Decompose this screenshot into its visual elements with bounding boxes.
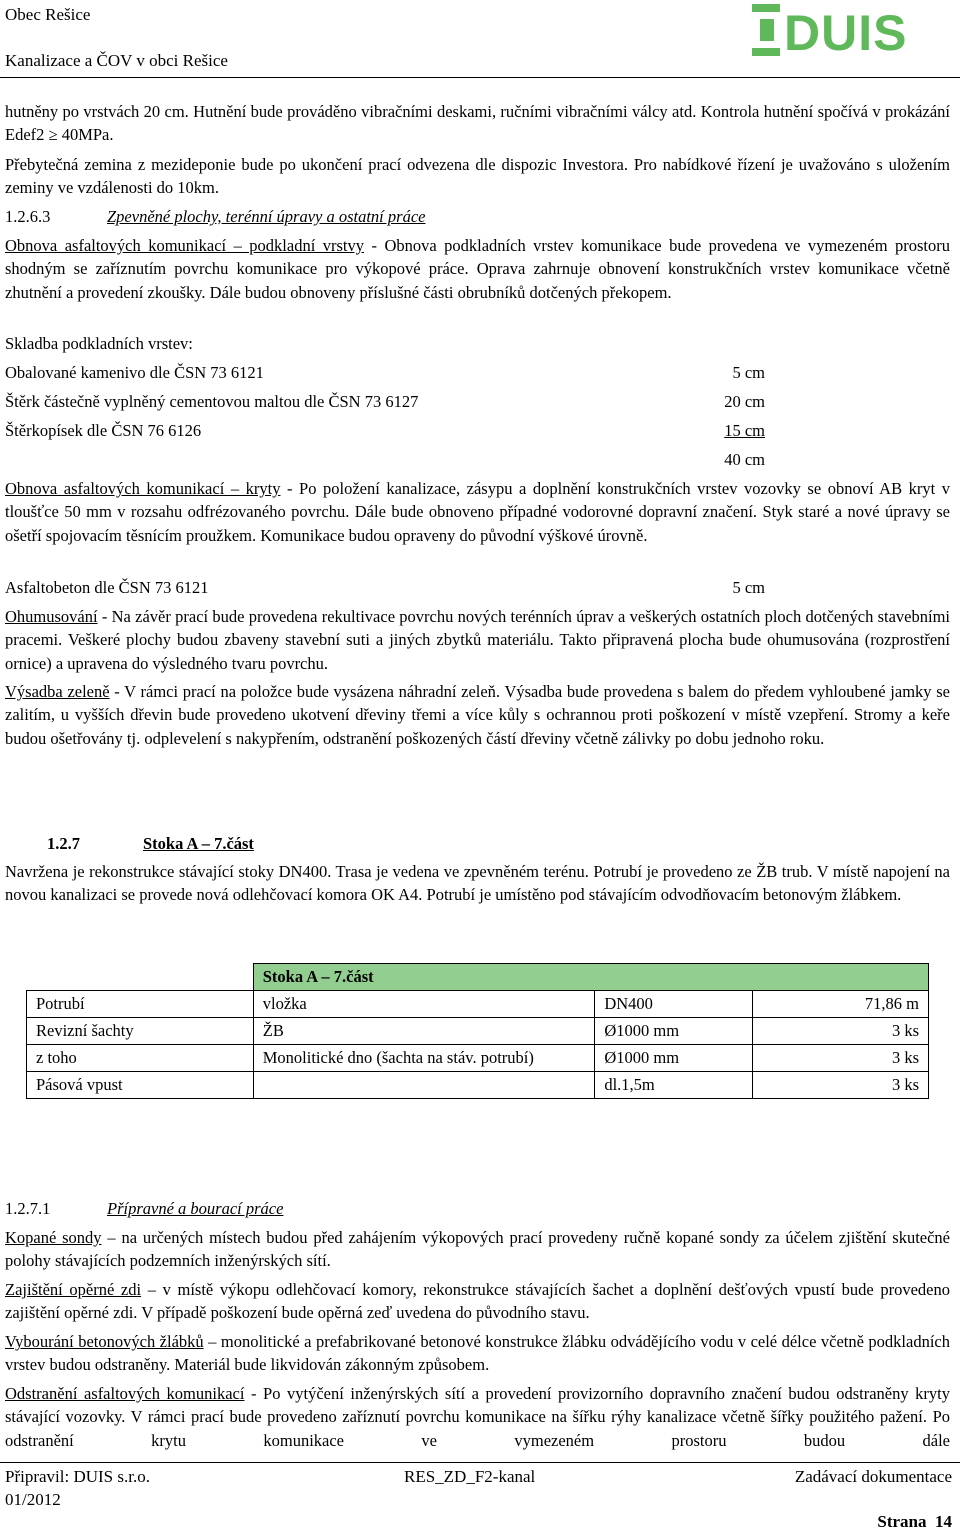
footer-code: RES_ZD_F2-kanal: [404, 1467, 536, 1486]
paragraph-odstraneni: [5, 1382, 950, 1452]
table-row: [27, 1045, 929, 1072]
table-cell: Ø1000 mm: [595, 1018, 753, 1045]
paragraph-intro-1: hutněny po vrstvách 20 cm. Hutnění bude prováděno vibračními deskami, ručními vibračními válcy atd. Kontrola hutnění spočívá v prokázání Edef2 ≥ 40MPa.: [5, 102, 950, 145]
table-cell: 3 ks: [753, 1072, 929, 1099]
paragraph-lead: Odstranění asfaltových komunikací: [5, 1384, 245, 1403]
layer-value: 20 cm: [724, 392, 765, 411]
paragraph-lead: Výsadba zeleně: [5, 682, 110, 701]
paragraph-text: - Po položení kanalizace, zásypu a doplnění konstrukčních vrstev vozovky se obnoví AB kryt v tloušťce 50 mm v rozsahu odfrézovaného povrchu. Dále bude obnoveno případné vodorovné dopravní značení. Styk staré a nové úpravy se ošetří spojovacím těsnícím proužkem. Komunikace budou opraveny do původní výškové úrovně.: [5, 479, 950, 545]
layer-label: Štěrkopísek dle ČSN 76 6126: [5, 421, 202, 440]
paragraph-text: – v místě výkopu odlehčovací komory, rekonstrukce stávajících šachet a doplnění dešťových vpustí bude provedeno zajištění opěrné zdi. V případě poškození bude opěrná zeď uvedena do původního stavu.: [5, 1280, 950, 1323]
footer-date: 01/2012: [5, 1490, 61, 1509]
footer-divider: [0, 1462, 960, 1463]
table-cell: dl.1,5m: [595, 1072, 753, 1099]
table-row: [27, 1072, 929, 1099]
paragraph-text: - Na závěr prací bude provedena rekultivace povrchu nových terénních úprav a veškerých ostatních ploch dotčených stavebními pracemi. Veškeré plochy budou zbaveny stavební suti a jiných zbytků materiálu. Takto připravená plocha bude ohumusována (rozprostření ornice) a upravena do výsledného tvaru povrchu.: [5, 607, 950, 673]
skladba-heading: Skladba podkladních vrstev:: [5, 334, 193, 353]
logo-text: DUIS: [784, 5, 908, 56]
section-number: 1.2.7.1: [5, 1199, 51, 1218]
table-cell: Monolitické dno (šachta na stáv. potrubí): [253, 1045, 595, 1072]
page-number: Strana 14: [877, 1512, 952, 1531]
paragraph-operne-zdi: [5, 1278, 950, 1325]
paragraph-lead: Obnova asfaltových komunikací – podkladní vrstvy: [5, 236, 365, 255]
paragraph-vysadba: [5, 680, 950, 750]
asfaltobeton-label: Asfaltobeton dle ČSN 73 6121: [5, 578, 209, 597]
table-cell: Potrubí: [27, 991, 254, 1018]
paragraph-ohumusovani: [5, 605, 950, 675]
paragraph-lead: Zajištění opěrné zdi: [5, 1280, 142, 1299]
layer-total-row: [5, 448, 765, 471]
stoka-table: [26, 963, 929, 1099]
layer-row: [5, 419, 765, 442]
table-cell: vložka: [253, 991, 595, 1018]
footer-prepared: Připravil: DUIS s.r.o.: [5, 1467, 150, 1486]
paragraph-podkladni-vrstvy: [5, 234, 950, 304]
header-subtitle: Kanalizace a ČOV v obci Rešice: [5, 51, 228, 70]
table-cell: Ø1000 mm: [595, 1045, 753, 1072]
paragraph-kopane-sondy: [5, 1226, 950, 1273]
layer-label: Štěrk částečně vyplněný cementovou maltou dle ČSN 73 6127: [5, 392, 419, 411]
table-header-cell: Stoka A – 7.část: [253, 964, 928, 991]
logo-block-icon: [760, 19, 774, 41]
paragraph-text: - Obnova podkladních vrstev komunikace bude provedena ve vymezeném prostoru shodným se zaříznutím povrchu komunikace pro výkopové práce. Oprava zahrnuje obnovení konstrukčních vrstev komunikace včetně zhutnění a provedení zkoušky. Dále budou obnoveny příslušné části obrubníků dotčených překopem.: [5, 236, 950, 302]
table-cell: DN400: [595, 991, 753, 1018]
header-title: Obec Rešice: [5, 5, 91, 24]
section-heading-1263: [5, 205, 425, 228]
layer-total: 40 cm: [724, 450, 765, 469]
paragraph-lead: Ohumusování: [5, 607, 98, 626]
duis-logo: [752, 4, 952, 56]
paragraph-lead: Vybourání betonových žlábků: [5, 1332, 204, 1351]
layer-value: 15 cm: [724, 421, 765, 440]
table-header-row: [27, 964, 929, 991]
table-cell: ŽB: [253, 1018, 595, 1045]
paragraph-text: - V rámci prací na položce bude vysázena náhradní zeleň. Výsadba bude provedena s balem do předem vyhloubené jamky se zalitím, u vyšších dřevin bude provedeno ukotvení dřeviny třemi a více kůly s ochrannou proti poškození v místě vzepření. Stromy a keře budou ošetřovány tj. odplevelení s nakypřením, odstranění poškozených částí dřeviny včetně zálivky po dobu jednoho roku.: [5, 682, 950, 748]
header-divider: [0, 77, 960, 78]
table-cell: Revizní šachty: [27, 1018, 254, 1045]
table-cell: 3 ks: [753, 1045, 929, 1072]
section-title: Přípravné a bourací práce: [107, 1199, 284, 1218]
layer-value: 5 cm: [732, 363, 765, 382]
section-heading-127: [47, 832, 254, 855]
paragraph-text: – na určených místech budou před zahájením výkopových prací provedeny ručně kopané sondy za účelem zjištění skutečné polohy stávajících podzemních inženýrských sítí.: [5, 1228, 951, 1271]
paragraph-stoka: Navržena je rekonstrukce stávající stoky DN400. Trasa je vedena ve zpevněném terénu. Potrubí je provedeno ze ŽB trub. V místě napojení na novou kanalizaci se provede nová odlehčovací komora OK A4. Potrubí je umístěno pod stávajícím odvodňovacím betonovým žlábkem.: [5, 862, 950, 905]
table-cell: 71,86 m: [753, 991, 929, 1018]
section-number: 1.2.6.3: [5, 207, 51, 226]
logo-bar-icon: [752, 48, 780, 56]
paragraph-kryty: [5, 477, 950, 547]
table-cell: [253, 1072, 595, 1099]
paragraph-text: - Po vytýčení inženýrských sítí a provedení provizorního dopravního značení budou odstraněny kryty stávající vozovky. V rámci prací bude provedeno zaříznutí povrchu komunikace na šířku rýhy kanalizace včetně šířky použitého pažení. Po odstranění krytu komunikace ve vymezeném prostoru budou dále: [5, 1384, 950, 1450]
paragraph-lead: Kopané sondy: [5, 1228, 102, 1247]
section-title: Stoka A – 7.část: [143, 834, 254, 853]
footer-doc-type: Zadávací dokumentace: [794, 1467, 952, 1486]
table-header-empty: [27, 964, 254, 991]
layer-row: [5, 361, 765, 384]
paragraph-lead: Obnova asfaltových komunikací – kryty: [5, 479, 281, 498]
paragraph-intro-2: Přebytečná zemina z mezideponie bude po ukončení prací odvezena dle dispozic Investora. Pro nabídkové řízení je uvažováno s uložením zeminy ve vzdálenosti do 10km.: [5, 155, 950, 198]
paragraph-text: – monolitické a prefabrikované betonové konstrukce žlábku odvádějícího vodu v celé délce včetně podkladních vrstev budou odstraněny. Materiál bude likvidován zákonným způsobem.: [5, 1332, 950, 1375]
layer-label: Obalované kamenivo dle ČSN 73 6121: [5, 363, 264, 382]
paragraph-zlabky: [5, 1330, 950, 1377]
table-cell: Pásová vpust: [27, 1072, 254, 1099]
section-number: 1.2.7: [47, 834, 80, 853]
table-row: [27, 991, 929, 1018]
table-cell: z toho: [27, 1045, 254, 1072]
section-title: Zpevněné plochy, terénní úpravy a ostatní práce: [107, 207, 426, 226]
layer-row: [5, 390, 765, 413]
asfaltobeton-row: [5, 576, 765, 599]
table-cell: 3 ks: [753, 1018, 929, 1045]
table-row: [27, 1018, 929, 1045]
logo-bar-icon: [752, 4, 780, 12]
section-heading-1271: [5, 1197, 283, 1220]
asfaltobeton-value: 5 cm: [732, 578, 765, 597]
